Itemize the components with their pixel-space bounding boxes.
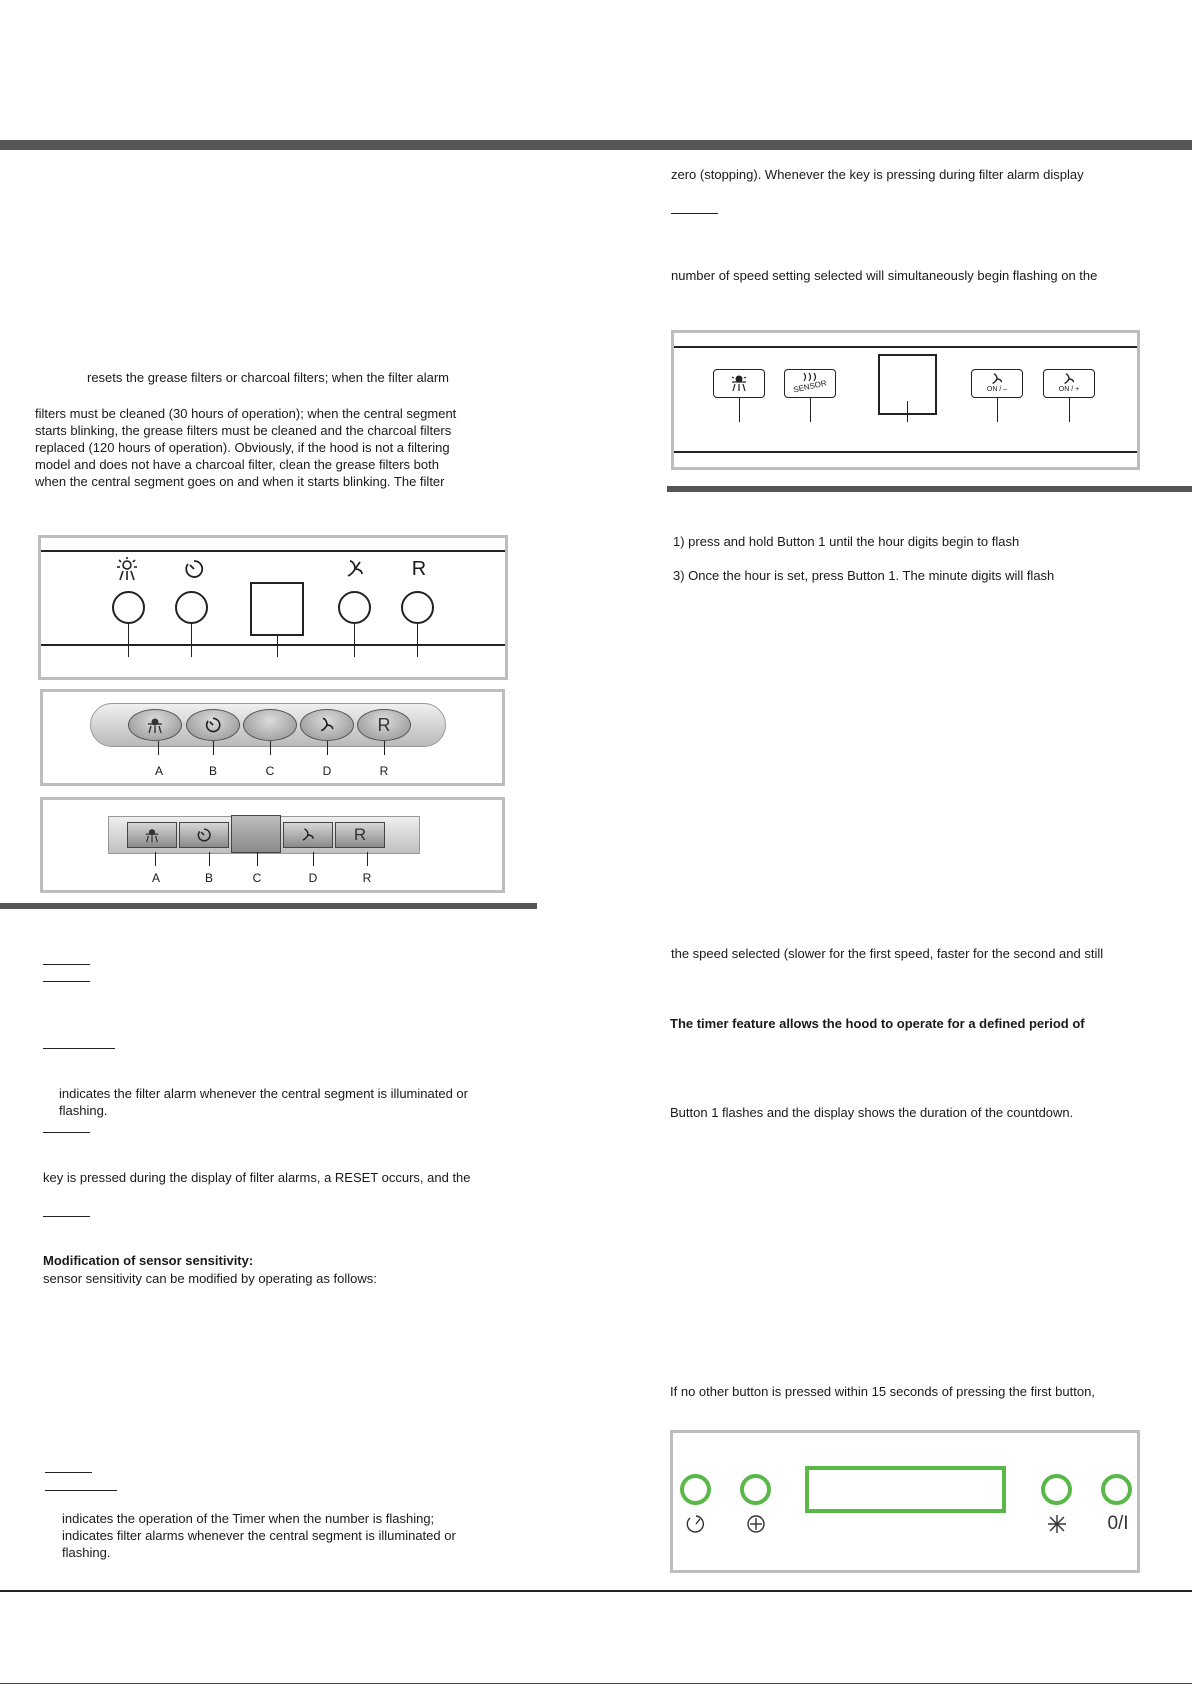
control-panel-diagram-2 [40, 689, 505, 786]
leader-line [209, 852, 210, 866]
underline [43, 1216, 90, 1217]
panel-top-line [41, 550, 505, 552]
underline [43, 964, 90, 965]
leader-line [367, 852, 368, 866]
light-icon [144, 826, 160, 844]
reset-line: key is pressed during the display of filter alarms, a RESET occurs, and the [43, 1170, 471, 1185]
label-c: C [252, 871, 262, 885]
display-segment [250, 582, 304, 636]
reset-r-label: R [411, 558, 427, 580]
left-paragraph-line: model and does not have a charcoal filter, clean the grease filters both [35, 457, 439, 472]
control-panel-diagram-1 [38, 535, 508, 680]
underline [43, 1132, 90, 1133]
rect-display-button[interactable] [231, 815, 281, 853]
plus-button[interactable] [740, 1474, 771, 1505]
leader-line [739, 398, 740, 422]
label-a: A [151, 871, 160, 885]
label-d: D [322, 764, 332, 778]
right-section-divider [667, 486, 1192, 492]
label-a: A [154, 764, 163, 778]
light-button[interactable] [112, 591, 145, 624]
timer-heading: The timer feature allows the hood to operate for a defined period of [670, 1016, 1085, 1031]
rect-reset-button[interactable]: R [335, 822, 385, 848]
panel-bottom-line [41, 644, 505, 646]
filter-alarm-line: indicates the filter alarm whenever the central segment is illuminated or [59, 1086, 468, 1101]
oval-fan-button[interactable] [300, 709, 354, 741]
leader-line [997, 398, 998, 422]
panel-top-line [674, 346, 1137, 348]
timer-button[interactable] [175, 591, 208, 624]
fan-icon [300, 827, 316, 843]
rect-fan-button[interactable] [283, 822, 333, 848]
label-r: R [362, 871, 372, 885]
right-text-line: zero (stopping). Whenever the key is pressing during filter alarm display [671, 167, 1084, 182]
label-b: B [208, 764, 217, 778]
footer-line-bottom [0, 1683, 1192, 1684]
light-button[interactable] [1041, 1474, 1072, 1505]
sensor-control-panel [671, 330, 1140, 470]
underline [45, 1472, 92, 1473]
light-icon [729, 373, 749, 393]
fan-plus-label: ON / + [1058, 386, 1080, 393]
label-d: D [308, 871, 318, 885]
sensor-body: sensor sensitivity can be modified by operating as follows: [43, 1271, 377, 1286]
label-b: B [204, 871, 213, 885]
leader-line [354, 624, 355, 657]
leader-line [277, 636, 278, 657]
left-paragraph-line: starts blinking, the grease filters must be cleaned and the charcoal filters [35, 423, 452, 438]
timer-icon [183, 558, 205, 580]
leader-line [384, 741, 385, 755]
fan-minus-key[interactable] [971, 369, 1023, 398]
oval-display-button[interactable] [243, 709, 297, 741]
leader-line [327, 741, 328, 755]
fan-minus-label: ON / – [986, 386, 1008, 393]
power-button[interactable] [1101, 1474, 1132, 1505]
leader-line [270, 741, 271, 755]
leader-line [907, 401, 908, 422]
sensor-key-label: SENSOR [792, 378, 828, 395]
leader-line [191, 624, 192, 657]
underline [43, 981, 90, 982]
panel-bottom-line [674, 451, 1137, 453]
timer-icon [196, 827, 212, 843]
oval-timer-button[interactable] [186, 709, 240, 741]
plus-circle-icon [745, 1513, 767, 1535]
clock-step-1: 1) press and hold Button 1 until the hour digits begin to flash [673, 534, 1020, 549]
leader-line [213, 741, 214, 755]
leader-line [158, 741, 159, 755]
left-paragraph-line: filters must be cleaned (30 hours of operation); when the central segment [35, 406, 457, 421]
fan-icon [990, 372, 1004, 386]
fan-button[interactable] [338, 591, 371, 624]
fan-icon [344, 558, 366, 580]
light-icon [115, 556, 139, 582]
leader-line [128, 624, 129, 657]
light-icon [146, 715, 164, 735]
no-button-line: If no other button is pressed within 15 seconds of pressing the first button, [670, 1384, 1095, 1399]
reset-button[interactable] [401, 591, 434, 624]
timer-indicator-line: flashing. [62, 1545, 111, 1560]
timer-indicator-line: indicates filter alarms whenever the central segment is illuminated or [62, 1528, 456, 1543]
sensor-key[interactable] [784, 369, 836, 398]
power-label: 0/I [1107, 1513, 1129, 1534]
underline [43, 1048, 115, 1049]
timer-button[interactable] [680, 1474, 711, 1505]
light-star-icon [1046, 1513, 1068, 1535]
header-divider [0, 140, 1192, 150]
rect-timer-button[interactable] [179, 822, 229, 848]
filter-alarm-line: flashing. [59, 1103, 108, 1118]
footer-line [0, 1590, 1192, 1592]
left-paragraph-line: resets the grease filters or charcoal filters; when the filter alarm [87, 370, 449, 385]
speed-line: the speed selected (slower for the first speed, faster for the second and still [671, 946, 1104, 961]
leader-line [155, 852, 156, 866]
light-key[interactable] [713, 369, 765, 398]
fan-icon [318, 716, 336, 734]
fan-plus-key[interactable] [1043, 369, 1095, 398]
label-c: C [265, 764, 275, 778]
timer-indicator-line: indicates the operation of the Timer when the number is flashing; [62, 1511, 435, 1526]
sensor-heading: Modification of sensor sensitivity: [43, 1253, 254, 1268]
fan-icon [1062, 372, 1076, 386]
oval-light-button[interactable] [128, 709, 182, 741]
right-text-line: number of speed setting selected will simultaneously begin flashing on the [671, 268, 1098, 283]
timer-icon [204, 716, 222, 734]
clock-step-3: 3) Once the hour is set, press Button 1. The minute digits will flash [673, 568, 1055, 583]
underline [45, 1490, 117, 1491]
left-paragraph-line: replaced (120 hours of operation). Obviously, if the hood is not a filtering [35, 440, 450, 455]
countdown-line: Button 1 flashes and the display shows the duration of the countdown. [670, 1105, 1074, 1120]
left-section-divider [0, 903, 537, 909]
label-r: R [379, 764, 389, 778]
oval-reset-button[interactable]: R [357, 709, 411, 741]
control-panel-diagram-3 [40, 797, 505, 893]
leader-line [810, 398, 811, 422]
green-control-panel [670, 1430, 1140, 1573]
leader-line [1069, 398, 1070, 422]
left-paragraph-line: when the central segment goes on and when it starts blinking. The filter [35, 474, 445, 489]
leader-line [257, 852, 258, 866]
green-display [805, 1466, 1006, 1513]
leader-line [313, 852, 314, 866]
leader-line [417, 624, 418, 657]
timer-icon [685, 1513, 707, 1535]
rect-light-button[interactable] [127, 822, 177, 848]
underline [671, 213, 718, 214]
